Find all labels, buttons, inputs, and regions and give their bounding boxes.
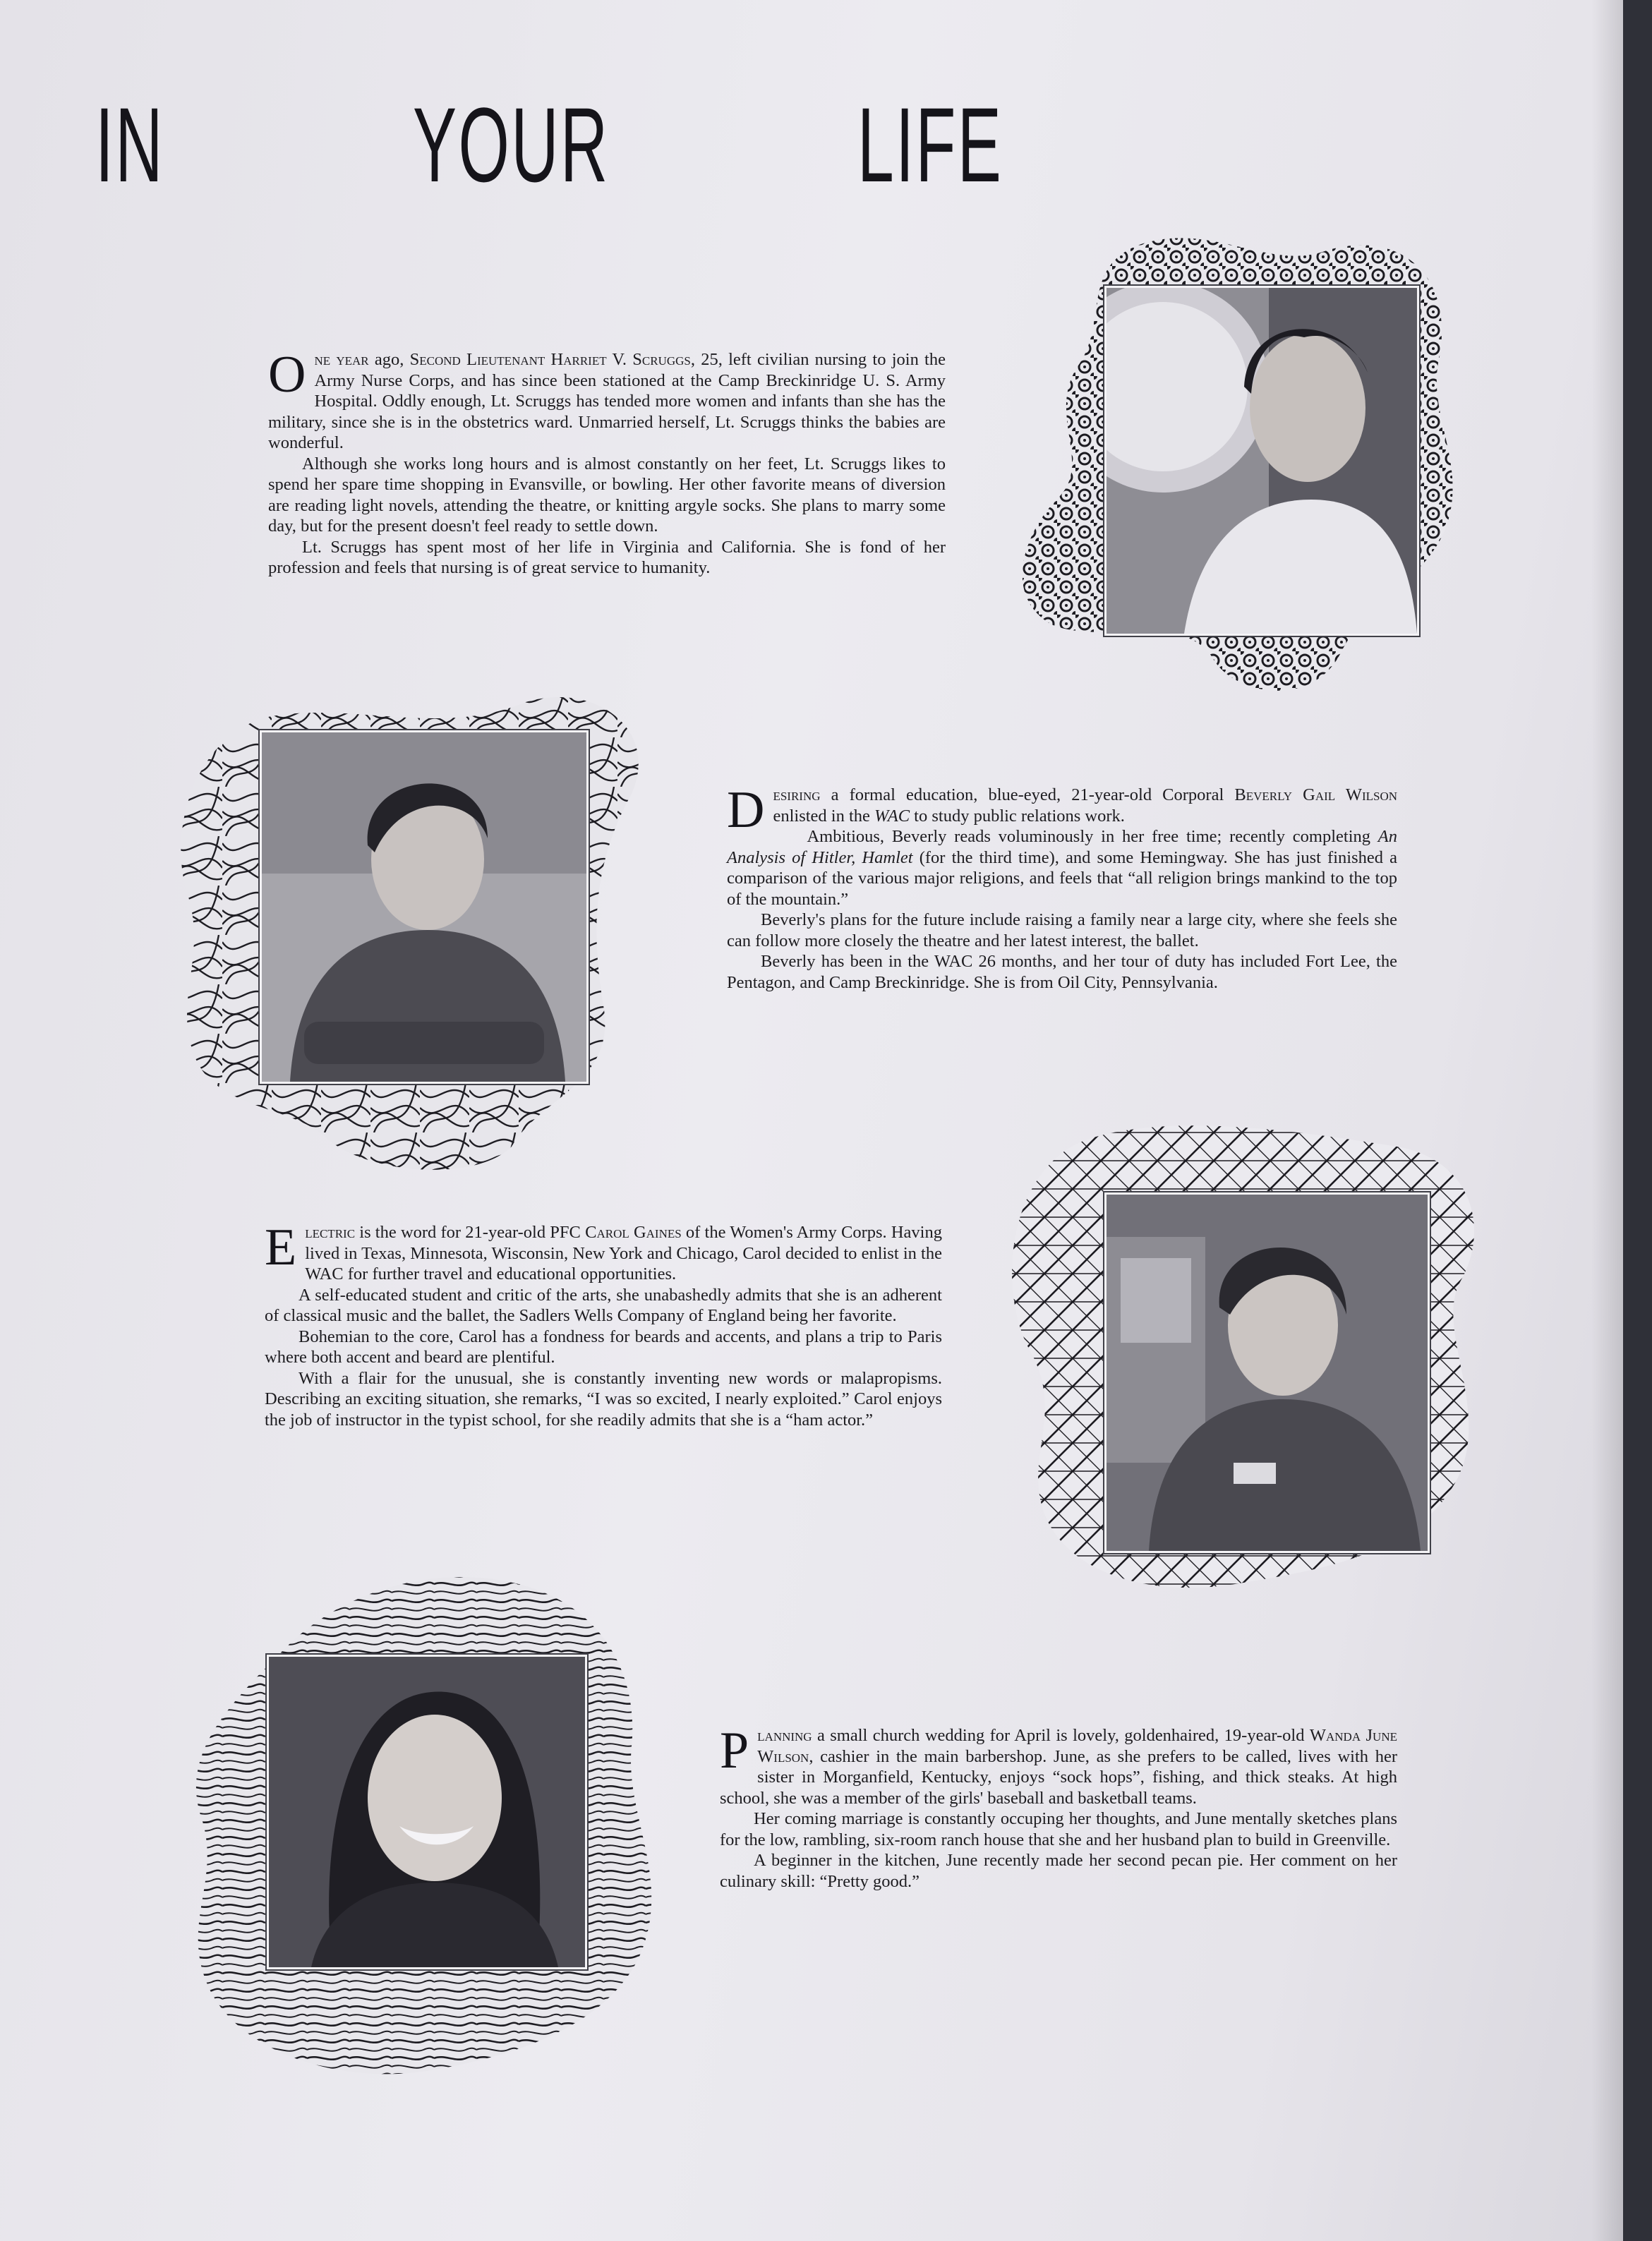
person-name: Carol Gaines <box>585 1223 682 1242</box>
dropcap: D <box>727 781 765 839</box>
story-paragraph: Bohemian to the core, Carol has a fondness for beards and accents, and plans a trip to Paris where both accent and beard are plentiful. <box>265 1327 942 1367</box>
photo-beverly-wilson <box>260 730 589 1084</box>
photo-wanda-june-wilson <box>267 1655 587 1969</box>
story-scruggs <box>268 346 946 579</box>
headline-word-your: YOUR <box>413 85 610 204</box>
person-name: Wanda June Wilson <box>757 1726 1397 1766</box>
story-scruggs-lead: One year ago, Second Lieutenant Harriet V. Scruggs, 25, left civilian nursing to join the Army Nurse Corps, and has since been stationed at the Camp Breckinridge U. S. Army Hospital. Oddly enough, Lt. Scruggs has tended more women and infants than she has the military, since she is in the obstetrics ward. Unmarried herself, Lt. Scruggs thinks the babies are wonderful. <box>268 346 946 452</box>
story-paragraph: Beverly has been in the WAC 26 months, and her tour of duty has included Fort Lee, the Pentagon, and Camp Breckinridge. She is from Oil City, Pennsylvania. <box>727 952 1397 992</box>
story-paragraph: A beginner in the kitchen, June recently made her second pecan pie. Her comment on her culinary skill: “Pretty good.” <box>720 1851 1397 1891</box>
story-paragraph: Lt. Scruggs has spent most of her life in Virginia and California. She is fond of her profession and feels that nursing is of great service to humanity. <box>268 537 946 577</box>
story-paragraph: Beverly's plans for the future include raising a family near a large city, where she feels she can follow more closely the theatre and her latest interest, the ballet. <box>727 910 1397 950</box>
story-wanda-june-wilson <box>720 1722 1397 1892</box>
dropcap: E <box>265 1219 297 1276</box>
photo-scruggs <box>1104 286 1419 636</box>
person-name: Beverly Gail Wilson <box>1234 785 1397 804</box>
story-carol-lead: Electric is the word for 21-year-old PFC Carol Gaines of the Women's Army Corps. Having lived in Texas, Minnesota, Wisconsin, New York and Chicago, Carol decided to enlist in the WAC for further travel and educational opportunities. <box>265 1219 942 1283</box>
dropcap: P <box>720 1722 749 1780</box>
story-paragraph: With a flair for the unusual, she is constantly inventing new words or malapropisms. Describing an exciting situation, she remarks, “I was so excited, I nearly exploited.” Carol enjoys the job of instructor in the typist school, for she readily admits that she is a “ham actor.” <box>265 1368 942 1430</box>
page-binding-shadow <box>1591 0 1623 2241</box>
photo-carol-gaines <box>1104 1192 1430 1553</box>
story-carol-gaines <box>265 1219 942 1430</box>
dropcap: O <box>268 346 306 404</box>
headline-word-life: LIFE <box>857 85 1003 204</box>
story-beverly-lead: Desiring a formal education, blue-eyed, 21-year-old Corporal Beverly Gail Wilson enlisted in the WAC to study public relations work. <box>727 781 1397 839</box>
story-paragraph: Her coming marriage is constantly occuping her thoughts, and June mentally sketches plans for the low, rambling, six-room ranch house that she and her husband plan to build in Greenville. <box>720 1809 1397 1849</box>
headline-word-in: IN <box>95 85 164 204</box>
story-beverly-wilson <box>727 781 1397 993</box>
person-name: Second Lieutenant Harriet V. Scruggs <box>409 350 691 369</box>
story-paragraph: Although she works long hours and is almost constantly on her feet, Lt. Scruggs likes to spend her spare time shopping in Evansville, or bowling. Her other favorite means of diversion are reading light novels, attending the theatre, or knitting argyle socks. She plans to marry some day, but for the present doesn't feel ready to settle down. <box>268 454 946 536</box>
story-paragraph: Ambitious, Beverly reads voluminously in her free time; recently completing An Analysis of Hitler, Hamlet (for the third time), and some Hemingway. She has just finished a comparison of the various major religions, and feels that “all religion brings mankind to the top of the mountain.” <box>727 827 1397 909</box>
story-paragraph: A self-educated student and critic of the arts, she unabashedly admits that she is an adherent of classical music and the ballet, the Sadlers Wells Company of England being her favorite. <box>265 1285 942 1325</box>
story-wanda-lead: Planning a small church wedding for April is lovely, goldenhaired, 19-year-old Wanda June Wilson, cashier in the main barbershop. June, as she prefers to be called, lives with her sister in Morganfield, Kentucky, enjoys “sock hops”, fishing, and thick steaks. At high school, she was a member of the girls' baseball and basketball teams. <box>720 1722 1397 1808</box>
